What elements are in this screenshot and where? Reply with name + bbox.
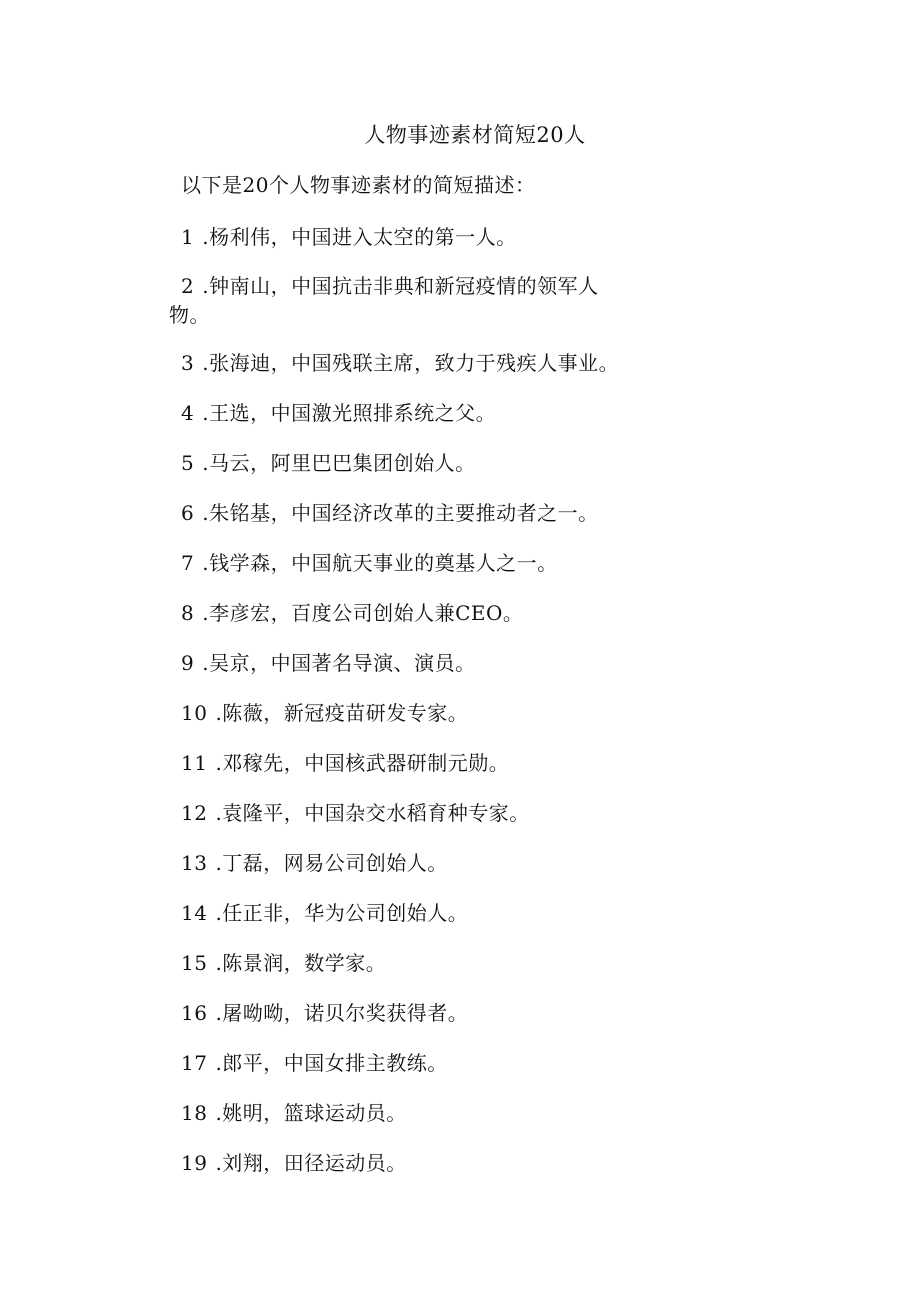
list-item-text: .郎平，中国女排主教练。 xyxy=(215,1051,448,1075)
list-item-text: .邓稼先，中国核武器研制元勋。 xyxy=(215,751,510,775)
list-item-text: .姚明，篮球运动员。 xyxy=(215,1101,407,1125)
list-item-number: 13 xyxy=(181,851,208,875)
list-item xyxy=(181,848,651,878)
person-list xyxy=(169,222,651,1198)
list-item-number: 9 xyxy=(181,651,195,675)
list-item-number: 11 xyxy=(181,751,208,775)
list-item-number: 16 xyxy=(181,1001,208,1025)
list-item-text: .张海迪，中国残联主席，致力于残疾人事业。 xyxy=(202,351,620,375)
list-item xyxy=(181,998,651,1028)
list-item-number: 10 xyxy=(181,701,208,725)
list-item-number: 6 xyxy=(181,501,195,525)
list-item-text: .钟南山，中国抗击非典和新冠疫情的领军人 xyxy=(202,274,599,298)
list-item-text: .袁隆平，中国杂交水稻育种专家。 xyxy=(215,801,530,825)
list-item-text: .丁磊，网易公司创始人。 xyxy=(215,851,448,875)
list-item-number: 17 xyxy=(181,1051,208,1075)
list-item-text: .王选，中国激光照排系统之父。 xyxy=(202,401,497,425)
list-item xyxy=(181,748,651,778)
list-item-number: 19 xyxy=(181,1151,208,1175)
list-item xyxy=(181,948,651,978)
list-item xyxy=(181,448,651,478)
list-item-text: .屠呦呦，诺贝尔奖获得者。 xyxy=(215,1001,469,1025)
list-item-text-continued: 物。 xyxy=(169,303,210,327)
list-item xyxy=(181,1148,651,1178)
list-item xyxy=(169,272,651,330)
list-item xyxy=(181,498,651,528)
list-item-number: 15 xyxy=(181,951,208,975)
list-item xyxy=(181,598,651,628)
list-item-number: 7 xyxy=(181,551,195,575)
list-item-text: .陈薇，新冠疫苗研发专家。 xyxy=(215,701,469,725)
list-item-number: 14 xyxy=(181,901,208,925)
list-item xyxy=(181,898,651,928)
list-item xyxy=(181,548,651,578)
list-item-text: .刘翔，田径运动员。 xyxy=(215,1151,407,1175)
intro-paragraph: 以下是20个人物事迹素材的简短描述： xyxy=(181,173,536,197)
list-item xyxy=(181,1048,651,1078)
list-item-text: .钱学森，中国航天事业的奠基人之一。 xyxy=(202,551,558,575)
list-item xyxy=(181,398,651,428)
list-item-number: 2 xyxy=(181,274,195,298)
list-item xyxy=(181,698,651,728)
list-item-number: 1 xyxy=(181,225,195,249)
list-item xyxy=(181,222,651,252)
list-item-text: .马云，阿里巴巴集团创始人。 xyxy=(202,451,476,475)
list-item-number: 12 xyxy=(181,801,208,825)
list-item xyxy=(181,1098,651,1128)
list-item xyxy=(181,348,651,378)
list-item-number: 3 xyxy=(181,351,195,375)
list-item-text: .陈景润，数学家。 xyxy=(215,951,387,975)
list-item-text: .李彦宏，百度公司创始人兼CEO。 xyxy=(202,601,524,625)
list-item-number: 18 xyxy=(181,1101,208,1125)
list-item-text: .吴京，中国著名导演、演员。 xyxy=(202,651,476,675)
list-item-number: 5 xyxy=(181,451,195,475)
list-item xyxy=(181,648,651,678)
list-item-text: .朱铭基，中国经济改革的主要推动者之一。 xyxy=(202,501,599,525)
document-title: 人物事迹素材简短20人 xyxy=(364,123,586,147)
list-item-text: .任正非，华为公司创始人。 xyxy=(215,901,469,925)
list-item xyxy=(181,798,651,828)
list-item-number: 4 xyxy=(181,401,195,425)
list-item-text: .杨利伟，中国进入太空的第一人。 xyxy=(202,225,517,249)
list-item-number: 8 xyxy=(181,601,195,625)
